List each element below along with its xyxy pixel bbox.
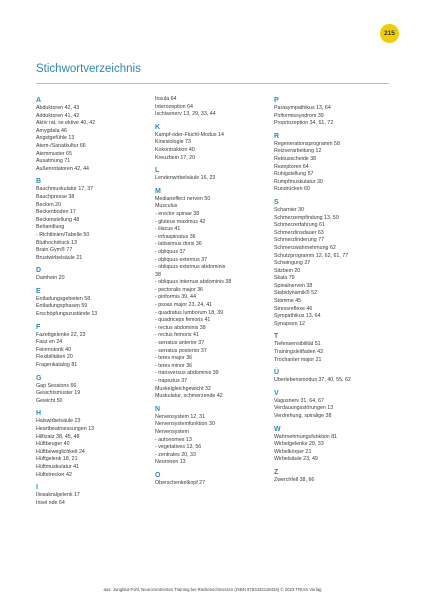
index-entry: Hüftbeuger 40 <box>36 441 70 448</box>
index-entry: - gluteus maximus 42 <box>155 218 206 225</box>
index-entry: Kampf-oder-Flucht-Modus 14 <box>155 131 224 138</box>
index-entry: Hüftbeweglichkeit 24 <box>36 448 85 455</box>
index-entry: - serratus anterior 37 <box>155 340 205 347</box>
index-entry: - obliquus internus abdominis 38 <box>155 279 232 286</box>
index-letter-heading: V <box>274 389 279 397</box>
index-letter-heading: B <box>36 178 42 186</box>
index-entry: Iliosakralgelenk 17 <box>36 492 80 499</box>
index-entry: Sympathikus 13, 64 <box>274 313 321 320</box>
title-divider <box>36 83 389 84</box>
index-entry: - infraspinatus 36 <box>155 233 196 240</box>
index-entry: Parasympathikus 13, 64 <box>274 105 331 111</box>
index-letter-heading: T <box>274 333 279 341</box>
index-entry: - transversus abdominis 39 <box>155 370 219 377</box>
index-entry: - autonomes 13 <box>155 436 192 443</box>
index-entry: Hilfizatz 38, 45, 48 <box>36 433 80 440</box>
index-entry: Synapsen 12 <box>274 320 305 327</box>
index-entry: Heartbeatmessungen 13 <box>36 426 95 432</box>
index-entry: Beckenstellung 48 <box>36 216 80 223</box>
index-entry: Überlebensmodus 37, 40, 55, 62 <box>274 377 351 384</box>
index-entry: - iliacus 41 <box>155 226 181 233</box>
page-title: Stichwortverzeichnis <box>36 63 141 75</box>
index-entry: - teres minor 36 <box>155 362 193 369</box>
index-entry: Brain Gym® 77 <box>36 247 73 254</box>
index-letter-heading: K <box>155 123 161 131</box>
index-letter-heading: N <box>155 405 161 413</box>
index-letter-heading: I <box>36 484 38 492</box>
index-entry: Beckenboden 17 <box>36 209 76 216</box>
index-entry: Trochanter major 21 <box>274 356 322 363</box>
index-entry: Rektusscheide 38 <box>274 155 317 162</box>
index-entry: Schmerzerfahrung 61 <box>274 222 325 229</box>
index-entry: - erector spinae 38 <box>155 210 200 217</box>
index-entry: Kinesiologie 73 <box>155 139 191 146</box>
index-entry: Bauchpresse 38 <box>36 193 75 200</box>
index-entry: Reizverarbeitung 12 <box>274 148 322 155</box>
index-entry: - pectoralis major 36 <box>155 286 203 293</box>
index-entry: Flexibilitäten 20 <box>36 354 73 361</box>
index-entry: Musculus <box>155 203 178 210</box>
index-entry: Schmerzwahrnehmung 62 <box>274 244 336 251</box>
index-entry: Trainingsleitfaden 43 <box>274 349 323 356</box>
index-entry: Scharnier 30 <box>274 206 305 213</box>
index-letter-heading: Z <box>274 468 279 476</box>
index-letter-heading: Ü <box>274 369 280 377</box>
index-entry: Fasz en 24 <box>36 339 63 346</box>
index-entry: Schwingung 27 <box>274 260 311 267</box>
index-letter-heading: W <box>274 425 281 433</box>
index-entry: Spinalnerven 38 <box>274 282 313 289</box>
index-entry: - zentrales 20, 33 <box>155 451 196 458</box>
index-entry: Lendenwirbelsäule 16, 23 <box>155 175 216 182</box>
index-column-3 <box>274 96 392 485</box>
index-letter-heading: E <box>36 287 41 295</box>
index-entry: Piriformissyndrom 39 <box>274 112 324 119</box>
index-entry: Kokontraktion 40 <box>155 146 195 153</box>
index-entry: Wirbelkörper 21 <box>274 448 312 455</box>
index-letter-heading: D <box>36 267 42 275</box>
index-entry: Regenerationsprogramm 58 <box>274 140 340 147</box>
index-entry: Rezeptoren 64 <box>274 163 309 170</box>
index-letter-heading: L <box>155 167 160 175</box>
index-entry: Behandlung <box>36 224 65 231</box>
index-entry: Verdauungsstörungen 13 <box>274 405 334 412</box>
index-entry: Hüftstrecker 42 <box>36 471 72 478</box>
index-entry: Brustwirbelsäule 21 <box>36 254 83 261</box>
index-entry: Schmerzlinsdauer 63 <box>274 229 324 236</box>
index-entry: Zwerchfell 38, 66 <box>274 476 315 483</box>
index-entry: Rundrücken 60 <box>274 186 310 193</box>
index-entry: - quadratus lumborum 18, 39 <box>155 309 224 316</box>
index-entry: Medianeffect nerven 50 <box>155 195 211 202</box>
index-entry: - vegetatives 13, 56 <box>155 444 202 451</box>
index-entry: Stämme 45 <box>274 298 302 305</box>
index-entry: - Richtlinien/Tabelle 50 <box>36 231 90 238</box>
page-number-badge: 215 <box>380 24 399 43</box>
index-entry: Verdrehung, spiralige 38 <box>274 413 332 419</box>
index-entry: Muskelgleichgewicht 32 <box>155 385 211 392</box>
index-entry: Muskulatur, schmerzende 42 <box>155 393 223 400</box>
index-letter-heading: H <box>36 410 42 418</box>
index-entry: - teres major 36 <box>155 355 193 362</box>
index-entry: - rectus abdominis 38 <box>155 324 206 331</box>
index-entry: - piriformis 39, 44 <box>155 294 196 301</box>
index-entry: Kreuzbein 17, 20 <box>155 154 196 161</box>
index-entry: - obliquus 37 <box>155 248 186 255</box>
index-entry: Hüftmuskulatur 41 <box>36 463 79 470</box>
index-entry: Schmerzlinderung 77 <box>274 237 325 244</box>
index-entry: Schmerzempfindung 13, 59 <box>274 214 339 221</box>
index-entry: Bauchmuskulatur 17, 37 <box>36 186 94 193</box>
index-entry: Becken 20 <box>36 201 62 208</box>
index-entry: Aktiv rat, se ektive 40, 42 <box>36 120 96 127</box>
index-entry: Atemmuster 65 <box>36 150 72 157</box>
index-entry: 38 <box>155 271 161 278</box>
index-entry: Gap Sessions 66 <box>36 382 77 389</box>
index-entry: Interozeption 64 <box>155 103 193 110</box>
index-entry: Amygdala 46 <box>36 127 67 134</box>
index-entry: Adduktoren 41, 42 <box>36 112 80 119</box>
index-entry: Stabidynamik® 52 <box>274 290 318 297</box>
index-letter-heading: M <box>155 187 161 195</box>
index-entry: Fragenkatalog 81 <box>36 362 78 369</box>
index-letter-heading: G <box>36 374 42 382</box>
index-entry: Damhein 20 <box>36 275 65 282</box>
index-entry: Erschöpfungszustände 13 <box>36 311 98 318</box>
index-entry: - latissimus dorsi 36 <box>155 241 202 248</box>
index-entry: Hüftgelenk 18, 21 <box>36 456 78 463</box>
index-entry: Entladungsphasen 59 <box>36 303 88 310</box>
index-entry: Insula 64 <box>155 96 177 102</box>
index-entry: Ausatmung 71 <box>36 158 71 165</box>
index-entry: - psoas major 23, 24, 41 <box>155 302 213 309</box>
index-entry: - serratus posterior 37 <box>155 347 207 354</box>
index-entry: - quadriceps femoris 41 <box>155 317 211 324</box>
index-entry: Ischiasnerv 13, 29, 33, 44 <box>155 111 216 118</box>
index-entry: Stressreflexe 46 <box>274 305 313 312</box>
index-letter-heading: O <box>155 471 161 479</box>
index-entry: Gesichtsmuster 19 <box>36 390 81 397</box>
index-entry: Skala 79 <box>274 275 295 282</box>
index-entry: Atem-/Sanatkultur 66 <box>36 142 86 149</box>
index-entry: - obliquus externus abdominis <box>155 264 226 271</box>
index-entry: Rumpfmuskulatur 30 <box>274 178 323 185</box>
index-entry: Nervensystem 12, 31 <box>155 413 206 420</box>
index-entry: Nervensystemfunktion 30 <box>155 421 215 428</box>
index-entry: Ruhigstellung 57 <box>274 171 314 178</box>
index-letter-heading: S <box>274 198 279 206</box>
index-entry: - rectus femoris 41 <box>155 332 199 339</box>
index-column-1 <box>36 96 154 507</box>
index-entry: - obliquus externus 37 <box>155 256 208 263</box>
index-entry: Wahrnehmungsfunktion 81 <box>274 433 338 440</box>
index-entry: Entladungsgebieten 58 <box>36 295 91 302</box>
index-entry: Abduktoren 42, 43 <box>36 105 80 111</box>
index-entry: Sitzbein 20 <box>274 267 301 274</box>
index-entry: Halswirbelsäule 23 <box>36 418 81 425</box>
copyright-footer: aus: Jungblut-Fohl, Neurozentriertes Training bei Rückenschmerzen (ISBN 9783432118434) © 2023 TRIAS Verlag <box>103 587 322 592</box>
index-entry: Nervensystem <box>155 428 189 435</box>
index-entry: Insel nde 64 <box>36 499 65 506</box>
index-entry: - trapezius 37 <box>155 378 188 384</box>
index-entry: Außenrotatoren 42, 44 <box>36 165 90 172</box>
index-letter-heading: F <box>36 323 41 331</box>
index-entry: Tiefensensibilität 51 <box>274 341 321 348</box>
index-entry: Propriozeption 34, 61, 72 <box>274 120 334 127</box>
index-entry: Vagusnerv 31, 64, 67 <box>274 397 324 404</box>
index-entry: Feinmotorik 40 <box>36 346 72 353</box>
index-entry: Gewicht 50 <box>36 397 63 404</box>
index-entry: Schutzprogramm 12, 62, 61, 77 <box>274 252 349 259</box>
index-entry: Fazettgelenke 22, 23 <box>36 331 86 338</box>
index-entry: Neuronen 13 <box>155 459 186 466</box>
index-entry: Angstgefühle 13 <box>36 135 75 142</box>
index-letter-heading: A <box>36 97 42 104</box>
index-entry: Wirbelgelenke 28, 33 <box>274 441 324 448</box>
index-entry: Bluthochdruck 13 <box>36 239 77 246</box>
index-letter-heading: R <box>274 132 280 140</box>
index-entry: Wirbelsäule 23, 49 <box>274 456 318 463</box>
index-entry: Oberschenkelkopf 27 <box>155 479 206 486</box>
index-letter-heading: P <box>274 97 279 104</box>
index-column-2 <box>155 96 273 488</box>
